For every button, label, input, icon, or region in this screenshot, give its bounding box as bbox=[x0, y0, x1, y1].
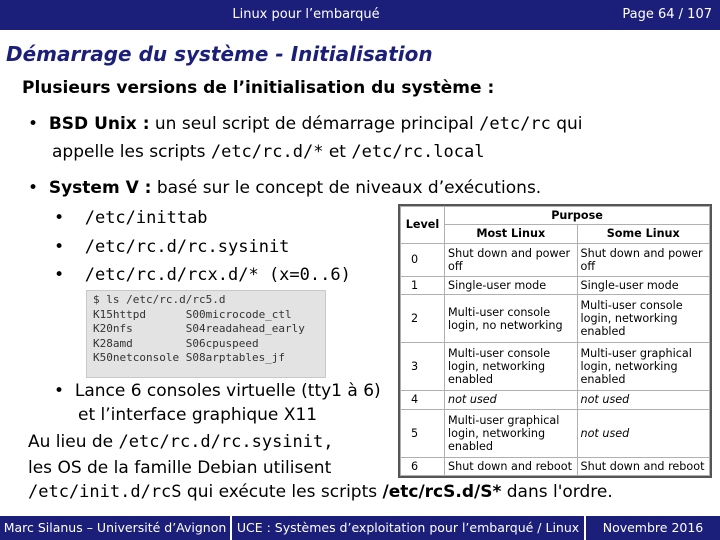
debian-line-1 bbox=[28, 432, 333, 452]
sub-item-inittab: • /etc/inittab bbox=[54, 208, 208, 228]
lance-text: Lance 6 consoles virtuelle (tty1 à 6) bbox=[74, 381, 381, 401]
sub-item-rcx: • /etc/rc.d/rcx.d/* (x=0..6) bbox=[54, 265, 351, 285]
sub-item-sysinit: • /etc/rc.d/rc.sysinit bbox=[54, 237, 290, 257]
header-level: Level bbox=[401, 207, 445, 244]
table-subheader-row bbox=[401, 225, 710, 243]
sub-item-text: /etc/rc.d/rc.sysinit bbox=[84, 237, 290, 257]
code-line: K28amd S06cpuspeed bbox=[93, 336, 259, 350]
cell-some: not used bbox=[577, 391, 710, 409]
lance-line-1: • Lance 6 consoles virtuelle (tty1 à 6) bbox=[54, 381, 381, 401]
cell-level: 4 bbox=[401, 391, 445, 409]
cell-most: Single-user mode bbox=[445, 276, 578, 294]
slide-title: Démarrage du système - Initialisation bbox=[6, 42, 433, 66]
cell-some: not used bbox=[577, 409, 710, 457]
cell-most: not used bbox=[445, 391, 578, 409]
debian-rcsd: /etc/rcS.d/S* bbox=[382, 482, 502, 502]
cell-most: Shut down and power off bbox=[445, 243, 578, 276]
code-line: K15httpd S00microcode_ctl bbox=[93, 307, 292, 321]
cell-level: 0 bbox=[401, 243, 445, 276]
sub-item-text: /etc/inittab bbox=[84, 208, 208, 228]
header-purpose: Purpose bbox=[445, 207, 710, 225]
sub-item-text: /etc/rc.d/rcx.d/* (x=0..6) bbox=[84, 265, 351, 285]
debian-line-3 bbox=[28, 482, 613, 502]
code-line: K20nfs S04readahead_early bbox=[93, 322, 305, 335]
footer-bar bbox=[0, 516, 720, 540]
runlevel-table bbox=[398, 204, 712, 478]
cell-most: Shut down and reboot bbox=[445, 457, 578, 475]
cell-level: 6 bbox=[401, 457, 445, 475]
header-bar bbox=[0, 0, 720, 30]
bsd-et: et bbox=[323, 142, 352, 162]
intro-text: Plusieurs versions de l’initialisation du système : bbox=[22, 78, 495, 98]
header-title: Linux pour l’embarqué bbox=[232, 7, 380, 22]
cell-some: Shut down and reboot bbox=[577, 457, 710, 475]
sysv-line bbox=[28, 178, 541, 198]
footer-date: Novembre 2016 bbox=[586, 516, 720, 540]
code-block bbox=[86, 290, 326, 378]
debian-line-2: les OS de la famille Debian utilisent bbox=[28, 458, 332, 478]
cell-most: Multi-user console login, networking enabled bbox=[445, 343, 578, 391]
bullet: • bbox=[28, 178, 49, 198]
footer-author: Marc Silanus – Université d’Avignon bbox=[0, 516, 230, 540]
code-line: $ ls /etc/rc.d/rc5.d bbox=[93, 293, 226, 306]
debian-text-a: qui exécute les scripts bbox=[181, 482, 383, 502]
footer-course: UCE : Systèmes d’exploitation pour l’embarqué / Linux bbox=[232, 516, 584, 540]
cell-level: 2 bbox=[401, 295, 445, 343]
header-some: Some Linux bbox=[577, 225, 710, 243]
table-row bbox=[401, 276, 710, 294]
header-most: Most Linux bbox=[445, 225, 578, 243]
lance-line-2: et l’interface graphique X11 bbox=[78, 405, 318, 425]
bullet: • bbox=[28, 114, 49, 134]
bsd-rcd: /etc/rc.d/* bbox=[210, 142, 324, 162]
cell-some: Single-user mode bbox=[577, 276, 710, 294]
bsd-rc: /etc/rc bbox=[479, 114, 551, 134]
cell-most: Multi-user graphical login, networking enabled bbox=[445, 409, 578, 457]
table-row bbox=[401, 295, 710, 343]
cell-some: Multi-user graphical login, networking enabled bbox=[577, 343, 710, 391]
cell-some: Shut down and power off bbox=[577, 243, 710, 276]
code-line: K50netconsole S08arptables_jf bbox=[93, 351, 286, 364]
sysv-label: System V : bbox=[48, 178, 152, 198]
page-number: Page 64 / 107 bbox=[622, 7, 712, 22]
cell-level: 5 bbox=[401, 409, 445, 457]
debian-text-c: dans l'ordre. bbox=[501, 482, 613, 502]
debian-text: Au lieu de bbox=[28, 432, 119, 452]
sysv-text: basé sur le concept de niveaux d’exécutions. bbox=[151, 178, 542, 198]
bsd-line-1 bbox=[28, 114, 583, 134]
cell-level: 1 bbox=[401, 276, 445, 294]
table-header-row bbox=[401, 207, 710, 225]
cell-most: Multi-user console login, no networking bbox=[445, 295, 578, 343]
debian-rcs: /etc/init.d/rcS bbox=[28, 482, 182, 502]
table-row bbox=[401, 343, 710, 391]
cell-some: Multi-user console login, networking enabled bbox=[577, 295, 710, 343]
bsd-local: /etc/rc.local bbox=[351, 142, 485, 162]
table-row bbox=[401, 391, 710, 409]
table-row bbox=[401, 457, 710, 475]
debian-code: /etc/rc.d/rc.sysinit, bbox=[118, 432, 334, 452]
table-row bbox=[401, 243, 710, 276]
table-row bbox=[401, 409, 710, 457]
bsd-line2-text: appelle les scripts bbox=[52, 142, 211, 162]
bsd-text: un seul script de démarrage principal bbox=[149, 114, 480, 134]
bsd-label: BSD Unix : bbox=[48, 114, 150, 134]
cell-level: 3 bbox=[401, 343, 445, 391]
bsd-line-2 bbox=[52, 142, 484, 162]
bsd-qui: qui bbox=[550, 114, 583, 134]
